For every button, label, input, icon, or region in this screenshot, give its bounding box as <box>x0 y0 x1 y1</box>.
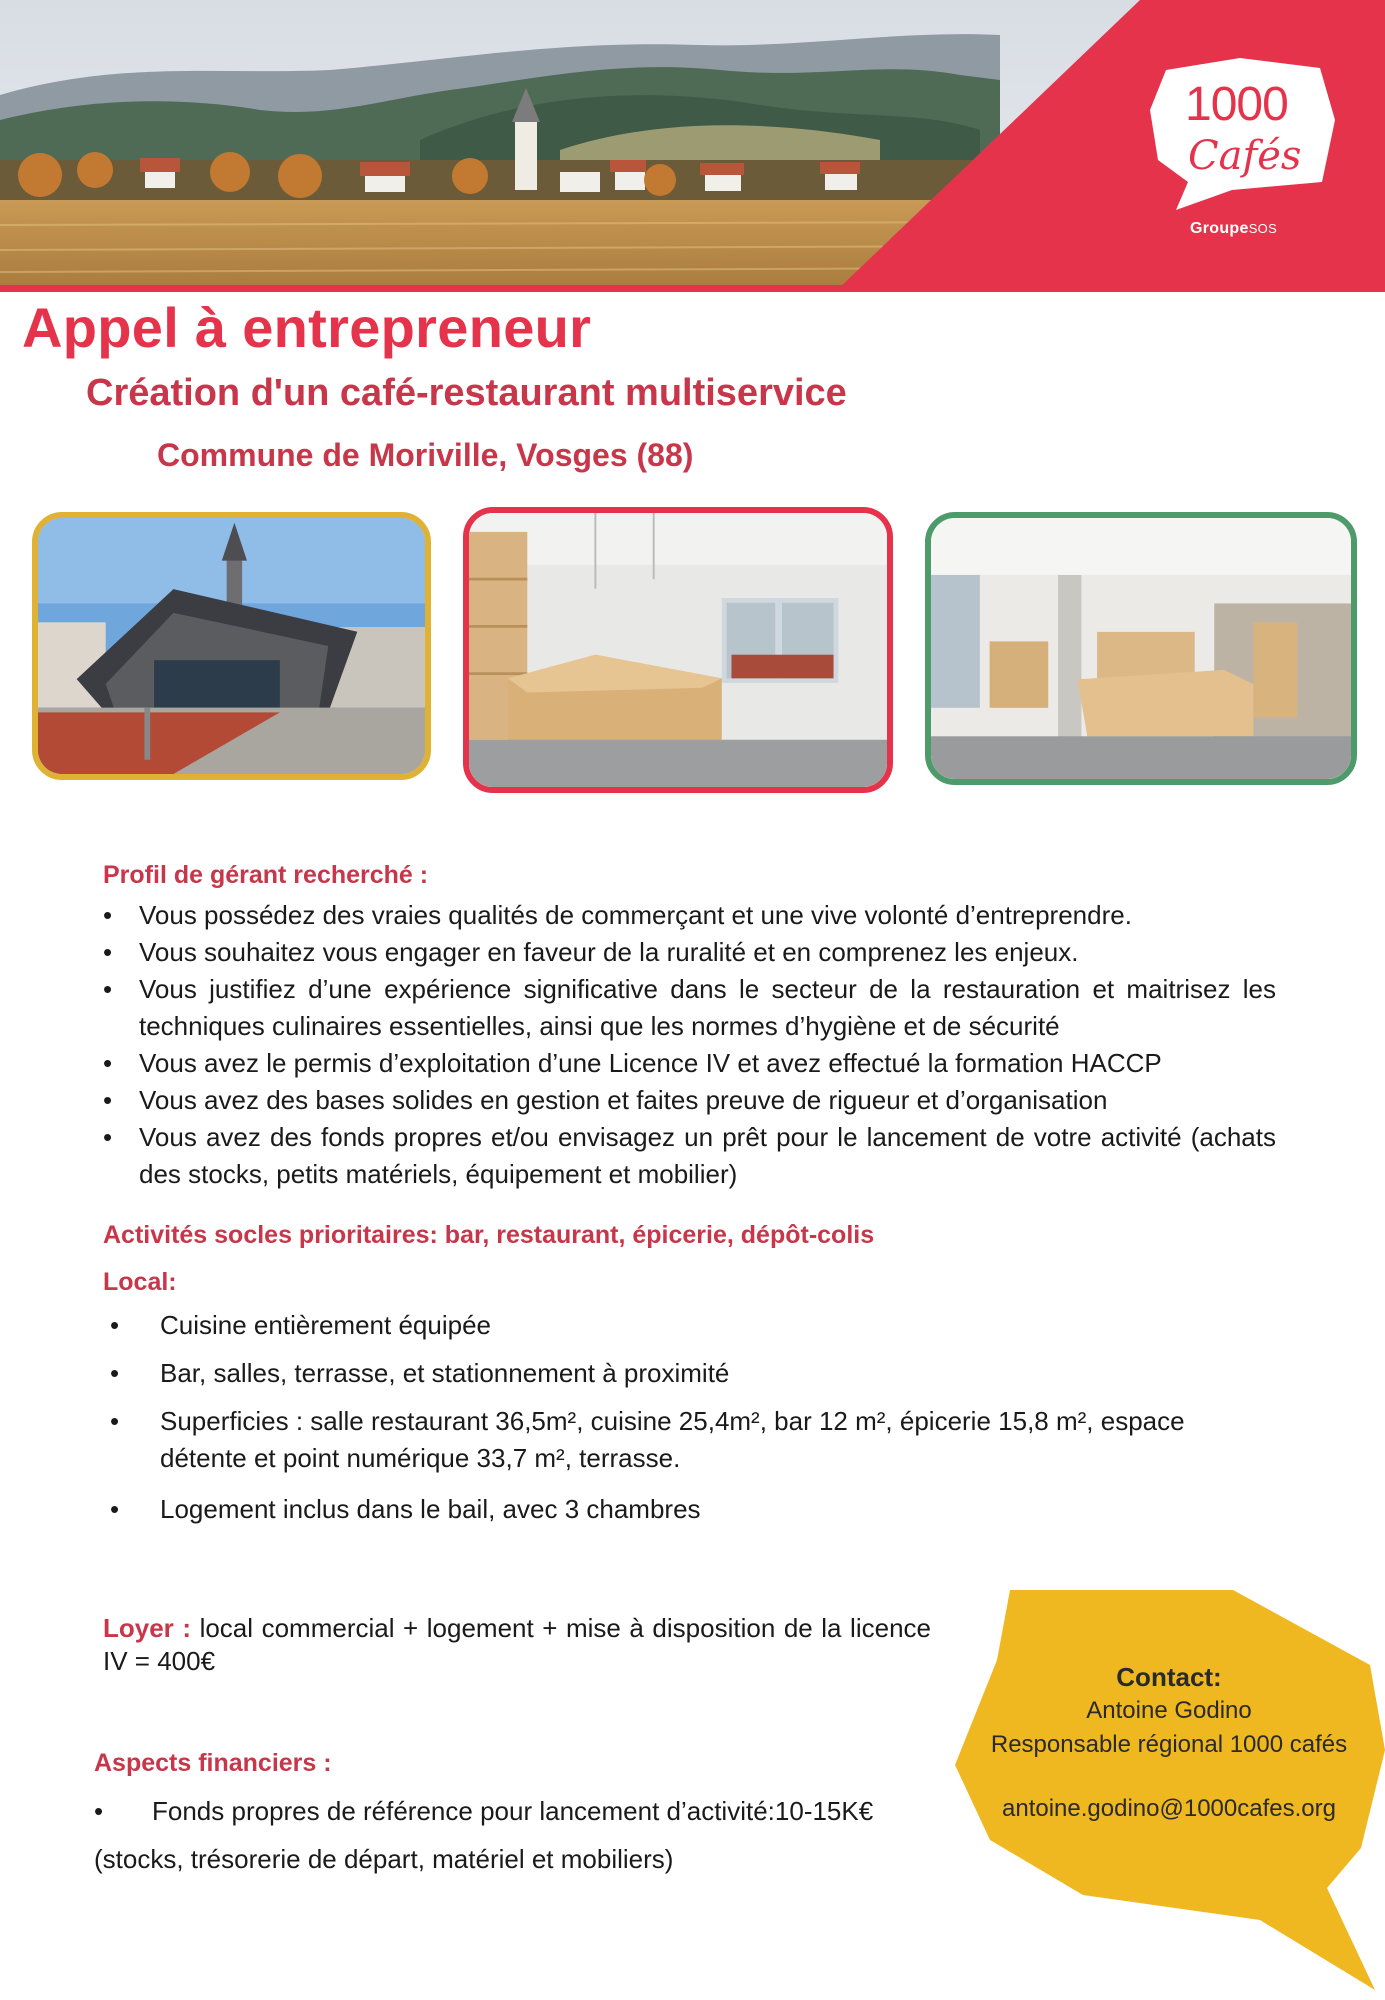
list-item: • Logement inclus dans le bail, avec 3 chambres <box>100 1491 1280 1528</box>
loyer-paragraph <box>103 1612 931 1678</box>
financiers-bullet-text: Fonds propres de référence pour lancement d’activité:10-15K€ <box>152 1796 874 1826</box>
page-subtitle: Création d'un café-restaurant multiservice <box>86 372 847 414</box>
financiers-heading: Aspects financiers : <box>94 1749 332 1777</box>
profil-heading: Profil de gérant recherché : <box>103 861 429 889</box>
list-item: • Vous possédez des vraies qualités de commerçant et une vive volonté d’entreprendre. <box>103 897 1276 934</box>
list-item: • Vous avez le permis d’exploitation d’une Licence IV et avez effectué la formation HACCP <box>103 1045 1276 1082</box>
financiers-note: (stocks, trésorerie de départ, matériel et mobiliers) <box>94 1844 674 1874</box>
location-heading: Commune de Moriville, Vosges (88) <box>157 437 694 473</box>
logo-word: Cafés <box>1188 133 1302 179</box>
contact-name: Antoine Godino <box>1086 1697 1252 1724</box>
interior-hall-photo <box>925 512 1357 785</box>
list-item: • Vous souhaitez vous engager en faveur de la ruralité et en comprenez les enjeux. <box>103 934 1276 971</box>
interior-bar-photo <box>463 507 893 793</box>
list-item: • Bar, salles, terrasse, et stationnement à proximité <box>100 1355 1280 1392</box>
1000-cafes-logo <box>1140 55 1340 255</box>
building-exterior-photo <box>32 512 431 780</box>
page-title: Appel à entrepreneur <box>22 296 592 359</box>
list-item: • Vous justifiez d’une expérience significative dans le secteur de la restauration et maitrisez les techniques culinaires essentielles, ainsi que les normes d’hygiène et de sécurité <box>103 971 1276 1045</box>
loyer-text: local commercial + logement + mise à disposition de la licence IV = 400€ <box>103 1613 931 1676</box>
list-item: • Vous avez des bases solides en gestion et faites preuve de rigueur et d’organisation <box>103 1082 1276 1119</box>
profil-list <box>103 897 1276 1193</box>
bullet-marker: • <box>94 1796 104 1826</box>
contact-email: antoine.godino@1000cafes.org <box>1002 1795 1336 1822</box>
financiers-bullet-item <box>94 1796 873 1827</box>
list-item: • Cuisine entièrement équipée <box>100 1307 1280 1344</box>
contact-title: Contact: <box>1116 1662 1222 1692</box>
banner-divider <box>0 285 1385 292</box>
logo-number: 1000 <box>1185 78 1288 131</box>
loyer-label: Loyer : <box>103 1613 192 1643</box>
local-list <box>100 1307 1280 1528</box>
contact-block <box>968 1660 1370 1826</box>
logo-groupe-sos: GroupeSOS <box>1190 220 1278 237</box>
contact-role: Responsable régional 1000 cafés <box>990 1731 1348 1758</box>
list-item: • Superficies : salle restaurant 36,5m², cuisine 25,4m², bar 12 m², épicerie 15,8 m², espace détente et point numérique 33,7 m², terrasse. <box>100 1403 1280 1477</box>
list-item: • Vous avez des fonds propres et/ou envisagez un prêt pour le lancement de votre activité (achats des stocks, petits matériels, équipement et mobilier) <box>103 1119 1276 1193</box>
activites-heading: Activités socles prioritaires: bar, restaurant, épicerie, dépôt-colis <box>103 1221 875 1249</box>
local-heading: Local: <box>103 1268 177 1296</box>
